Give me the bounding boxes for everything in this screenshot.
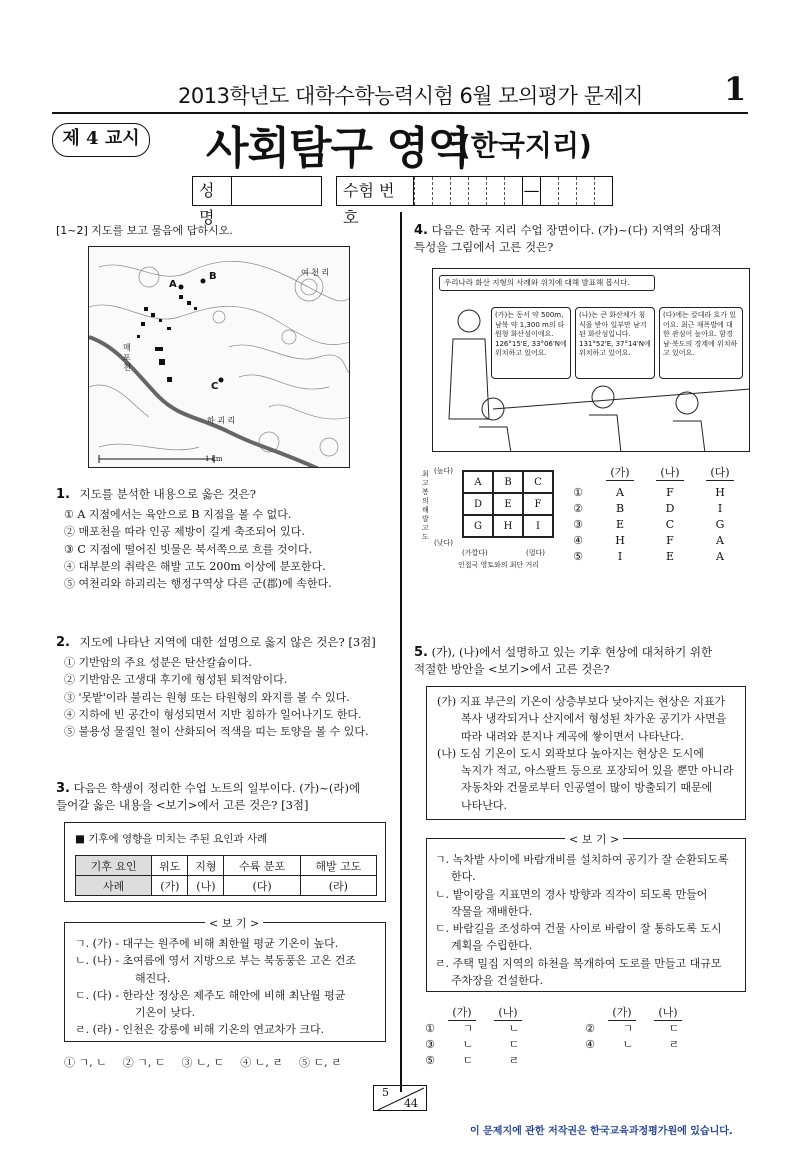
q5-box-line: 자동차와 건물로부터 인공열이 많이 방출되기 때문에 [461, 781, 713, 795]
x-far: (멀다) [526, 549, 545, 557]
q5-bogi-item: ㄱ. 녹차밭 사이에 바람개비를 설치하여 공기가 잘 순환되도록 [435, 853, 729, 866]
q1-option[interactable]: ① A 지점에서는 육안으로 B 지점을 볼 수 없다. [64, 508, 292, 521]
q5-ans-header: (가) [608, 1004, 636, 1021]
page-counter-current: 5 [382, 1086, 389, 1099]
q5-bogi-title: < 보 기 > [565, 831, 623, 847]
q4-answer-cell: D [665, 502, 675, 515]
q5-answer-marker: ① [425, 1022, 435, 1035]
q1-text: 지도를 분석한 내용으로 옳은 것은? [79, 487, 256, 501]
q5-box-line: 녹지가 적고, 아스팔트 등으로 포장되어 있을 뿐만 아니라 [461, 764, 734, 778]
q4-answer-cell: F [666, 486, 674, 499]
grid-cell: E [493, 493, 523, 515]
q5-bogi-box [426, 833, 746, 992]
q4-answer-cell: E [615, 518, 625, 531]
q4-answer-cell: H [715, 486, 725, 499]
q4-answer-row[interactable] [572, 485, 748, 501]
q4-stem [414, 222, 750, 256]
q5-bogi-item: 한다. [451, 870, 476, 884]
page-number: 1 [724, 70, 747, 108]
q3-td: (나) [188, 876, 224, 896]
q5-text-line2: 적절한 방안을 <보기>에서 고른 것은? [414, 662, 610, 676]
q1-number: 1. [56, 487, 70, 502]
q3-bogi-item: 기온이 낮다. [135, 1006, 196, 1020]
q4-answer-cell: B [615, 502, 625, 515]
q4-ans-header: (나) [656, 464, 684, 481]
grid-cell: G [463, 515, 493, 537]
q4-answer-marker: ④ [573, 534, 583, 547]
q1-option[interactable]: ⑤ 여천리와 하괴리는 행정구역상 다른 군(郡)에 속한다. [64, 577, 332, 591]
page-counter-total: 44 [404, 1097, 418, 1110]
student-bubble-da: (다)에는 칼데라 호가 있어요. 최근 재폭발에 대한 관심이 높아요. 함경남·북도의 경계에 위치하고 있어요. [659, 307, 743, 379]
q2-option[interactable]: ② 기반암은 고생대 후기에 형성된 퇴적암이다. [64, 673, 288, 687]
exam-no-field[interactable]: — [414, 176, 613, 206]
q5-number: 5. [414, 645, 428, 660]
q4-answer-row[interactable] [572, 517, 748, 533]
q1-option[interactable]: ② 매포천을 따라 인공 제방이 길게 축조되어 있다. [64, 525, 305, 539]
q4-answer-cell: A [616, 486, 624, 499]
q4-text-line1: 다음은 한국 지리 수업 장면이다. (가)~(다) 지역의 상대적 [431, 223, 722, 237]
instruction: [1~2] 지도를 보고 물음에 답하시오. [56, 224, 233, 237]
exam-no-label: 수험 번호 [336, 176, 414, 206]
q3-bogi-list [75, 935, 380, 1039]
q3-stem [56, 780, 392, 814]
q1-options [64, 506, 394, 592]
q5-text-line1: (가), (나)에서 설명하고 있는 기후 현상에 대처하기 위한 [431, 645, 713, 659]
q2-stem [56, 634, 376, 651]
q3-text-line1: 다음은 학생이 정리한 수업 노트의 일부이다. (가)~(라)에 [73, 781, 361, 795]
q3-bogi-title: < 보 기 > [205, 915, 263, 931]
q5-bogi-item: ㄷ. 바람길을 조성하여 건물 사이로 바람이 잘 통하도록 도시 [435, 922, 722, 936]
y-high: (높다) [434, 467, 453, 475]
q4-answer-marker: ② [573, 502, 583, 515]
q3-th: 지형 [188, 856, 224, 876]
q4-answer-cell: I [617, 550, 623, 563]
topographic-map [88, 246, 350, 468]
map-label-b: B [209, 271, 217, 282]
page-counter [373, 1085, 427, 1111]
q3-td: (라) [300, 876, 376, 896]
q2-number: 2. [56, 635, 70, 650]
q4-number: 4. [414, 223, 428, 238]
q1-stem [56, 486, 256, 503]
map-label-c: C [211, 381, 219, 392]
grid-cell: H [493, 515, 523, 537]
grid-cell: D [463, 493, 493, 515]
q3-bogi-item: ㄱ. (가) - 대구는 원주에 비해 최한월 평균 기온이 높다. [75, 937, 339, 950]
q4-grid-figure [422, 464, 592, 576]
map-label-a: A [169, 279, 177, 290]
q5-answer-marker: ④ [585, 1038, 595, 1051]
q5-box-line: 따라 내려와 분지나 계곡에 쌓이면서 나타난다. [461, 729, 684, 743]
teacher-bubble: 우리나라 화산 지형의 사례와 위치에 대해 발표해 봅시다. [439, 275, 655, 291]
q4-answer-marker: ③ [573, 518, 583, 531]
q5-answer-marker: ② [585, 1022, 595, 1035]
q4-answer-cell: C [665, 518, 675, 531]
name-field[interactable] [232, 176, 322, 206]
q2-option[interactable]: ④ 지하에 빈 공간이 형성되면서 지반 침하가 일어나기도 한다. [64, 707, 362, 721]
q3-th: 위도 [152, 856, 188, 876]
q5-answer-cell: ㄴ [462, 1038, 474, 1051]
q5-description [437, 693, 741, 814]
map-place-maepo: 매 포 천 [123, 343, 131, 372]
map-place-yeocheon: 여 천 리 [301, 268, 330, 277]
q4-answer-row[interactable] [572, 533, 748, 549]
id-row [192, 176, 613, 227]
q4-answer-cell: H [615, 534, 625, 547]
q5-answer-row[interactable] [424, 1053, 584, 1069]
q5-ans-header: (나) [654, 1004, 682, 1021]
x-near: (가깝다) [462, 549, 488, 557]
q3-number: 3. [56, 781, 70, 796]
q4-text-line2: 특성을 그림에서 고른 것은? [414, 240, 554, 254]
q4-answer-cell: A [716, 550, 724, 563]
q4-answer-marker: ① [573, 486, 583, 499]
q5-answer-cell: ㄹ [668, 1038, 680, 1051]
q3-bogi-item: ㄹ. (라) - 인천은 강릉에 비해 기온의 연교차가 크다. [75, 1023, 325, 1037]
q3-td: 사례 [76, 876, 152, 896]
y-axis-label: 최고봉의 해발고도 [422, 470, 429, 541]
q4-ans-header: (다) [706, 464, 734, 481]
grid-cell: I [523, 515, 553, 537]
q2-text: 지도에 나타난 지역에 대한 설명으로 옳지 않은 것은? [3점] [79, 635, 376, 649]
grid-cell: C [523, 471, 553, 493]
q5-answer-marker: ⑤ [425, 1054, 435, 1067]
q3-answers [64, 1054, 342, 1070]
q3-answer[interactable]: ⑤ ㄷ, ㄹ [299, 1056, 342, 1069]
q3-td: (가) [152, 876, 188, 896]
q5-bogi-item: ㄴ. 밭이랑을 지표면의 경사 방향과 직각이 되도록 만들어 [435, 887, 708, 901]
q5-description-box [426, 686, 746, 820]
q3-th: 해발 고도 [300, 856, 376, 876]
q5-answer-cell: ㄱ [622, 1022, 634, 1035]
y-low: (낮다) [434, 539, 453, 547]
q5-answer-cell: ㄹ [508, 1054, 520, 1067]
q3-bogi-item: ㄴ. (나) - 초여름에 영서 지방으로 부는 북동풍은 고온 건조 [75, 954, 357, 968]
q5-answers [424, 1004, 724, 1069]
q5-answer-cell: ㄷ [668, 1022, 680, 1035]
q3-note-box [64, 822, 386, 902]
q2-option[interactable]: ① 기반암의 주요 성분은 탄산칼슘이다. [64, 656, 252, 669]
q3-answer[interactable]: ③ ㄴ, ㄷ [181, 1056, 225, 1069]
q5-ans-header: (나) [494, 1004, 522, 1021]
q4-answer-cell: E [665, 550, 675, 563]
classroom-illustration [432, 268, 750, 452]
grid-cell: A [463, 471, 493, 493]
q5-answer-row[interactable] [424, 1037, 584, 1053]
q4-grid [462, 470, 554, 538]
q5-answer-cell: ㄴ [622, 1038, 634, 1051]
q5-answer-cell: ㄱ [462, 1022, 474, 1035]
q5-box-line: (가) 지표 부근의 기온이 상층부보다 낮아지는 현상은 지표가 [437, 695, 726, 708]
q5-stem [414, 644, 750, 678]
period-badge: 제 4 교시 [52, 123, 150, 157]
q3-bogi-item: ㄷ. (다) - 한라산 정상은 제주도 해안에 비해 최난월 평균 [75, 988, 346, 1002]
copyright-notice: 이 문제지에 관한 저작권은 한국교육과정평가원에 있습니다. [470, 1126, 733, 1137]
q5-bogi-item: ㄹ. 주택 밀집 지역의 하천을 복개하여 도로를 만들고 대규모 [435, 956, 722, 970]
student-bubble-ga: (가)는 동서 약 500m, 남북 약 1,300 m의 타원형 화산섬이에요. 126°15'E, 33°06'N에 위치하고 있어요. [491, 307, 571, 379]
column-divider [400, 212, 402, 1092]
q4-answer-cell: F [666, 534, 674, 547]
exam-title: 2013학년도 대학수학능력시험 6월 모의평가 문제지 [178, 84, 643, 108]
q5-answer-marker: ③ [425, 1038, 435, 1051]
q5-bogi-item: 작물을 재배한다. [451, 904, 533, 918]
q3-td: (다) [224, 876, 300, 896]
q3-text-line2: 들어갈 옳은 내용을 <보기>에서 고른 것은? [3점] [56, 798, 309, 812]
q3-answer[interactable]: ② ㄱ, ㄷ [122, 1056, 166, 1069]
q5-answer-row[interactable] [584, 1037, 724, 1053]
q5-answer-row[interactable] [584, 1021, 724, 1037]
map-place-hagoe: 하 괴 리 [207, 416, 236, 425]
q2-options [64, 654, 396, 740]
q3-th: 기후 요인 [76, 856, 152, 876]
q1-option[interactable]: ③ C 지점에 떨어진 빗물은 북서쪽으로 흐를 것이다. [64, 542, 313, 556]
q4-answer-row[interactable] [572, 501, 748, 517]
name-label: 성명 [192, 176, 232, 206]
x-axis-label: 인접국 영토와의 최단 거리 [458, 561, 540, 569]
q5-answer-cell: ㄷ [462, 1054, 474, 1067]
q3-answer[interactable]: ④ ㄴ, ㄹ [240, 1056, 283, 1069]
q3-bogi-item: 해진다. [135, 971, 171, 985]
subject-title: 사회탐구 영역 [206, 123, 470, 174]
q5-bogi-item: 계획을 수립한다. [451, 939, 533, 953]
classroom-figures [433, 269, 750, 452]
q4-answer-cell: G [715, 518, 725, 531]
q4-answer-marker: ⑤ [573, 550, 583, 563]
subject-subtitle: (한국지리) [458, 129, 592, 162]
grid-cell: B [493, 471, 523, 493]
q2-option[interactable]: ⑤ 불용성 물질인 철이 산화되어 적색을 띠는 토양을 볼 수 있다. [64, 725, 369, 739]
q4-answer-cell: A [716, 534, 724, 547]
q3-answer[interactable]: ① ㄱ, ㄴ [64, 1056, 107, 1069]
q5-ans-header: (가) [448, 1004, 476, 1021]
q4-answer-row[interactable] [572, 549, 748, 565]
grid-cell: F [523, 493, 553, 515]
q5-box-line: 나타난다. [461, 798, 508, 812]
q5-answer-cell: ㄴ [508, 1022, 520, 1035]
q4-ans-header: (가) [606, 464, 634, 481]
q3-table [75, 855, 377, 896]
q5-bogi-list [435, 851, 741, 989]
student-bubble-na: (나)는 큰 화산체가 침식을 받아 일부만 남겨된 화산섬입니다. 131°52'E, 37°14'N에 위치하고 있어요. [575, 307, 655, 379]
q5-bogi-item: 주차장을 건설한다. [451, 974, 544, 988]
q3-th: 수륙 분포 [224, 856, 300, 876]
q5-box-line: 복사 냉각되거나 산지에서 형성된 차가운 공기가 사면을 [461, 712, 727, 726]
q5-answer-cell: ㄷ [508, 1038, 520, 1051]
q5-box-line: (나) 도심 기온이 도시 외곽보다 높아지는 현상은 도시에 [437, 746, 704, 760]
q5-answer-row[interactable] [424, 1021, 584, 1037]
q3-bogi-box [64, 917, 386, 1042]
map-scale: 1 km [205, 455, 223, 463]
q4-answer-table [572, 464, 748, 565]
q1-option[interactable]: ④ 대부분의 취락은 해발 고도 200m 이상에 분포한다. [64, 559, 326, 573]
q2-option[interactable]: ③ '못밭'이라 불리는 원형 또는 타원형의 와지를 볼 수 있다. [64, 690, 350, 704]
q4-answer-cell: I [717, 502, 723, 515]
q3-note-title: ■ 기후에 영향을 미치는 주된 요인과 사례 [75, 833, 268, 845]
